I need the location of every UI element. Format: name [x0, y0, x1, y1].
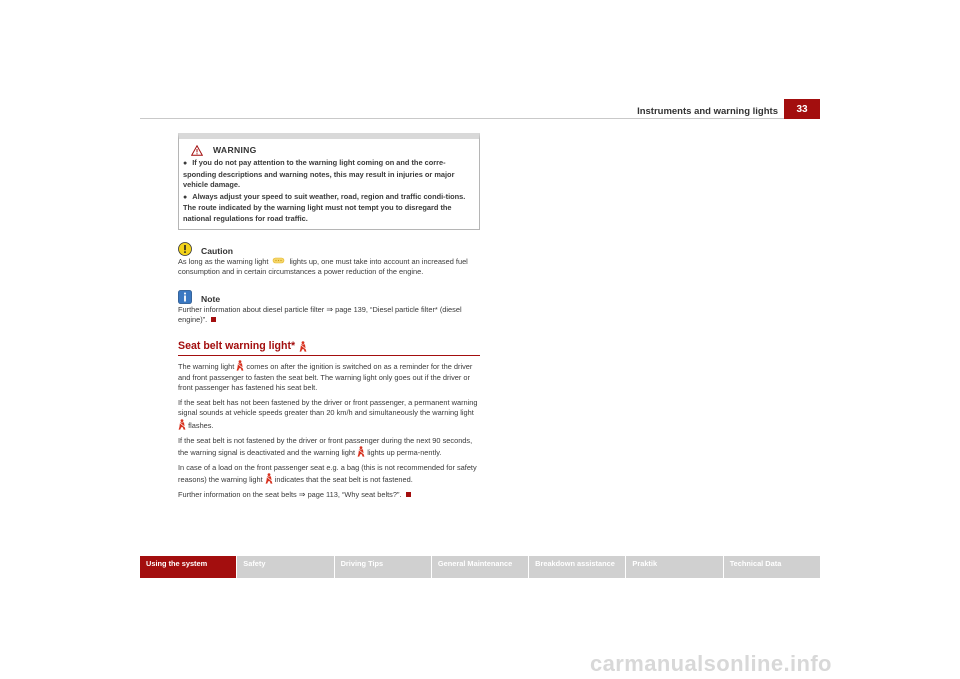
section-body	[178, 360, 480, 501]
seatbelt-warning-icon	[265, 473, 273, 484]
section-heading: Seat belt warning light*	[178, 341, 480, 356]
warning-box	[178, 133, 480, 230]
warning-triangle-icon	[191, 145, 203, 156]
seatbelt-page-reference[interactable]: page 113, “Why seat belts?”.	[307, 489, 402, 499]
page-title: Instruments and warning lights	[637, 106, 778, 117]
caution-icon	[178, 242, 192, 256]
tab-safety[interactable]: Safety	[237, 556, 333, 578]
seatbelt-warning-icon	[236, 360, 244, 371]
warning-title: WARNING	[213, 144, 257, 155]
page-ref-arrow: ⇒	[326, 304, 334, 314]
warning-item: ● Always adjust your speed to suit weather, road, region and traffic condi-tions. The route indicated by the warning light must not tempt you to disregard the national regulations for road traffic.	[183, 191, 466, 223]
caution-title: Caution	[201, 245, 233, 256]
info-note-icon	[178, 290, 192, 304]
seatbelt-warning-icon	[178, 419, 186, 430]
end-of-section-mark	[211, 317, 216, 322]
header-rule	[140, 118, 820, 119]
tab-praktik[interactable]: Praktik	[626, 556, 722, 578]
note-text: Further information about diesel particle filter ⇒ page 139, “Diesel particle filter* (diesel engine)”.	[178, 304, 462, 325]
seatbelt-warning-icon	[357, 446, 365, 457]
note-page-reference[interactable]: page 139, “Diesel particle filter* (diesel engine)”.	[178, 304, 462, 325]
tab-using-the-system[interactable]: Using the system	[140, 556, 236, 578]
paragraph: Further information on the seat belts ⇒ page 113, “Why seat belts?”.	[178, 490, 480, 501]
paragraph: If the seat belt is not fastened by the driver or front passenger during the next 90 seconds, the warning signal is deactivated and the warning light lights up perma-nently.	[178, 435, 473, 458]
watermark: carmanualsonline.info	[590, 651, 832, 676]
bullet-icon: ●	[183, 160, 188, 167]
end-of-section-mark	[406, 492, 411, 497]
tab-general-maintenance[interactable]: General Maintenance	[432, 556, 528, 578]
warning-header	[191, 143, 476, 157]
seatbelt-warning-icon	[299, 341, 307, 352]
page-ref-arrow: ⇒	[298, 489, 306, 499]
chapter-tabs	[140, 556, 820, 578]
page-number: 33	[784, 99, 820, 119]
tab-technical-data[interactable]: Technical Data	[724, 556, 820, 578]
bullet-icon: ●	[183, 193, 188, 201]
note-header	[178, 290, 480, 304]
caution-text: As long as the warning light lights up, one must take into account an increased fuel consumption and in certain circumstances a power reduction of the engine.	[178, 256, 468, 277]
warning-item: ● If you do not pay attention to the warning light coming on and the corre-sponding descriptions and warning notes, this may result in injuries or major vehicle damage.	[183, 158, 455, 190]
caution-header	[178, 242, 480, 256]
paragraph: The warning light comes on after the ignition is switched on as a reminder for the driver and front passenger to fasten the seat belt. The warning light only goes out if the driver or front passenger has fastened his seat belt.	[178, 361, 473, 393]
tab-breakdown-assistance[interactable]: Breakdown assistance	[529, 556, 625, 578]
diesel-particle-filter-icon	[272, 257, 285, 264]
content-column	[178, 133, 480, 504]
paragraph: In case of a load on the front passenger seat e.g. a bag (this is not recommended for safety reasons) the warning light indicates that the seat belt is not fastened.	[178, 462, 477, 485]
paragraph: If the seat belt has not been fastened by the driver or front passenger, a permanent warning signal sounds at vehicle speeds greater than 20 km/h and simultaneously the warning light flashes.	[178, 397, 478, 430]
note-title: Note	[201, 293, 221, 304]
tab-driving-tips[interactable]: Driving Tips	[335, 556, 431, 578]
